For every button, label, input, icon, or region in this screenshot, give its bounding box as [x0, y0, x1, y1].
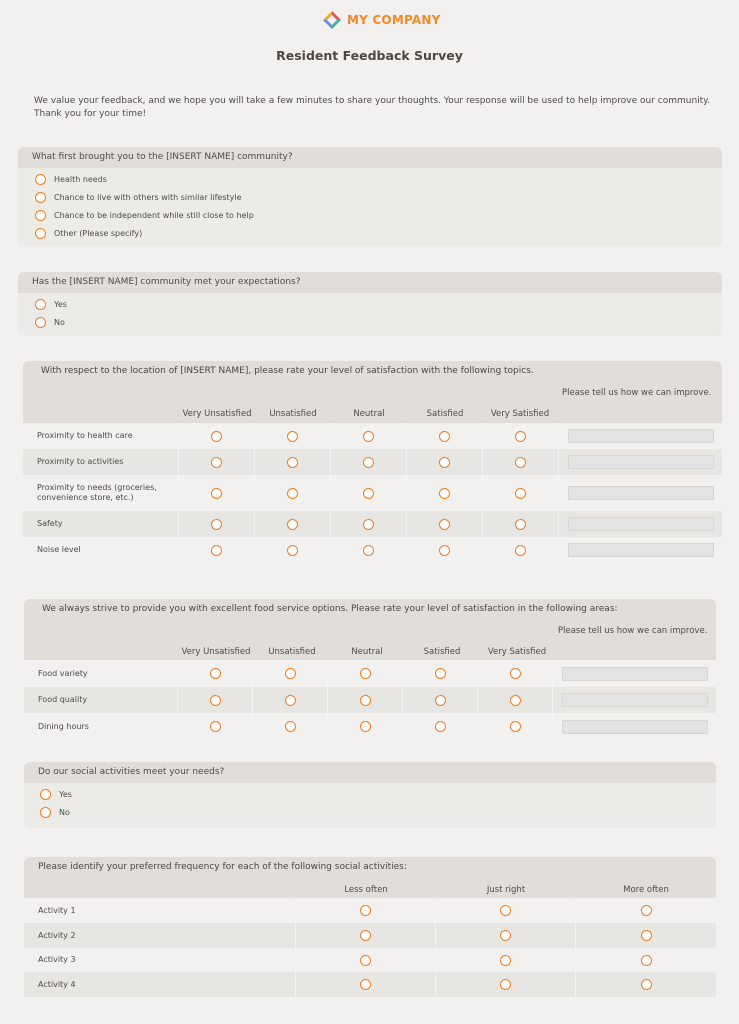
- col-satisfied: Satisfied: [426, 409, 464, 419]
- radio-button[interactable]: [500, 930, 511, 941]
- radio-button[interactable]: [287, 457, 298, 468]
- col-neutral: Neutral: [353, 409, 385, 419]
- q2-option-no[interactable]: No: [35, 317, 65, 328]
- radio-button[interactable]: [363, 519, 374, 530]
- radio-button[interactable]: [363, 457, 374, 468]
- radio-button[interactable]: [210, 695, 221, 706]
- intro-text: We value your feedback, and we hope you will take a few minutes to share your thoughts. Your response will be used to help improve our community. Thank you for your time!: [34, 96, 711, 119]
- radio-button[interactable]: [363, 545, 374, 556]
- radio-button[interactable]: [360, 668, 371, 679]
- table-row: [23, 537, 722, 563]
- radio-button[interactable]: [510, 721, 521, 732]
- question-5-title: Do our social activities meet your needs?: [24, 762, 716, 783]
- radio-button[interactable]: [641, 905, 652, 916]
- row-label: Food variety: [24, 660, 178, 687]
- question-4-card: [24, 599, 716, 741]
- row-label: Activity 1: [24, 898, 296, 923]
- radio-button[interactable]: [439, 457, 450, 468]
- radio-button[interactable]: [211, 457, 222, 468]
- radio-button[interactable]: [210, 721, 221, 732]
- col-unsatisfied: Unsatisfied: [269, 409, 317, 419]
- radio-button[interactable]: [435, 721, 446, 732]
- table-row: [23, 423, 722, 449]
- question-1-card: [18, 147, 722, 247]
- row-label: Safety: [23, 511, 179, 537]
- col-very-unsatisfied: Very Unsatisfied: [181, 647, 251, 657]
- q1-option-1[interactable]: Health needs: [35, 174, 107, 185]
- improve-text-input[interactable]: [568, 486, 714, 500]
- radio-button[interactable]: [641, 979, 652, 990]
- improve-text-input[interactable]: [568, 429, 714, 443]
- radio-button[interactable]: [510, 695, 521, 706]
- col-very-satisfied: Very Satisfied: [487, 647, 547, 657]
- radio-button[interactable]: [515, 519, 526, 530]
- q5-option-yes[interactable]: Yes: [40, 789, 72, 800]
- row-label: Proximity to needs (groceries, convenience store, etc.): [23, 475, 179, 511]
- improve-text-input[interactable]: [568, 543, 714, 557]
- col-unsatisfied: Unsatisfied: [268, 647, 316, 657]
- radio-button[interactable]: [35, 210, 46, 221]
- row-label: Proximity to activities: [23, 449, 179, 475]
- radio-button[interactable]: [287, 519, 298, 530]
- question-3-card: [23, 361, 722, 561]
- radio-button[interactable]: [439, 431, 450, 442]
- radio-button[interactable]: [35, 192, 46, 203]
- radio-button[interactable]: [211, 519, 222, 530]
- radio-button[interactable]: [500, 979, 511, 990]
- radio-button[interactable]: [439, 488, 450, 499]
- radio-button[interactable]: [40, 807, 51, 818]
- col-just-right: Just right: [486, 885, 526, 895]
- question-6-card: [24, 857, 716, 999]
- q2-option-yes[interactable]: Yes: [35, 299, 67, 310]
- radio-button[interactable]: [287, 431, 298, 442]
- diamond-logo-icon: [322, 10, 342, 30]
- table-row: [24, 687, 716, 713]
- radio-button[interactable]: [285, 721, 296, 732]
- radio-button[interactable]: [439, 519, 450, 530]
- radio-button[interactable]: [360, 905, 371, 916]
- question-6-title: Please identify your preferred frequency for each of the following social activities:: [38, 862, 407, 872]
- page-title: Resident Feedback Survey: [276, 48, 463, 63]
- table-row: [23, 475, 722, 511]
- col-very-satisfied: Very Satisfied: [490, 409, 550, 419]
- question-1-title: What first brought you to the [INSERT NAME] community?: [18, 147, 722, 168]
- question-2-title: Has the [INSERT NAME] community met your expectations?: [18, 272, 722, 293]
- radio-button[interactable]: [360, 979, 371, 990]
- radio-button[interactable]: [515, 457, 526, 468]
- radio-button[interactable]: [211, 431, 222, 442]
- radio-button[interactable]: [439, 545, 450, 556]
- col-more-often: More often: [623, 885, 669, 895]
- improve-label: Please tell us how we can improve.: [562, 388, 712, 398]
- radio-button[interactable]: [360, 930, 371, 941]
- table-row: [24, 923, 716, 948]
- table-row: [23, 511, 722, 537]
- radio-button[interactable]: [515, 431, 526, 442]
- q1-option-3[interactable]: Chance to be independent while still close to help: [35, 210, 254, 221]
- radio-button[interactable]: [35, 317, 46, 328]
- radio-button[interactable]: [515, 488, 526, 499]
- table-row: [24, 713, 716, 740]
- radio-button[interactable]: [641, 955, 652, 966]
- col-less-often: Less often: [344, 885, 388, 895]
- table-row: [23, 449, 722, 475]
- radio-button[interactable]: [210, 668, 221, 679]
- radio-button[interactable]: [287, 488, 298, 499]
- radio-button[interactable]: [435, 695, 446, 706]
- question-4-title: We always strive to provide you with excellent food service options. Please rate your level of satisfaction in the following areas:: [42, 604, 618, 614]
- row-label: Activity 2: [24, 923, 296, 948]
- radio-button[interactable]: [363, 488, 374, 499]
- q1-option-2[interactable]: Chance to live with others with similar lifestyle: [35, 192, 242, 203]
- improve-text-input[interactable]: [562, 667, 708, 681]
- improve-text-input[interactable]: [568, 517, 714, 531]
- radio-button[interactable]: [515, 545, 526, 556]
- radio-button[interactable]: [363, 431, 374, 442]
- radio-button[interactable]: [500, 955, 511, 966]
- question-5-card: [24, 762, 716, 828]
- table-row: [24, 948, 716, 972]
- row-label: Dining hours: [24, 713, 178, 740]
- radio-button[interactable]: [285, 668, 296, 679]
- col-very-unsatisfied: Very Unsatisfied: [182, 409, 252, 419]
- q1-option-4[interactable]: Other (Please specify): [35, 228, 142, 239]
- improve-text-input[interactable]: [562, 693, 708, 707]
- row-label: Activity 4: [24, 972, 296, 997]
- row-label: Noise level: [23, 537, 179, 563]
- radio-button[interactable]: [360, 695, 371, 706]
- col-satisfied: Satisfied: [423, 647, 461, 657]
- radio-button[interactable]: [500, 905, 511, 916]
- radio-button[interactable]: [40, 789, 51, 800]
- radio-button[interactable]: [35, 299, 46, 310]
- row-label: Food quality: [24, 687, 178, 713]
- improve-text-input[interactable]: [562, 720, 708, 734]
- company-name: MY COMPANY: [347, 13, 441, 27]
- question-3-title: With respect to the location of [INSERT NAME], please rate your level of satisfaction with the following topics.: [41, 366, 534, 376]
- radio-button[interactable]: [285, 695, 296, 706]
- improve-text-input[interactable]: [568, 455, 714, 469]
- company-logo: [322, 10, 440, 30]
- radio-button[interactable]: [287, 545, 298, 556]
- table-row: [24, 898, 716, 923]
- table-row: [24, 660, 716, 687]
- col-neutral: Neutral: [351, 647, 383, 657]
- radio-button[interactable]: [211, 545, 222, 556]
- radio-button[interactable]: [211, 488, 222, 499]
- table-row: [24, 972, 716, 997]
- radio-button[interactable]: [435, 668, 446, 679]
- radio-button[interactable]: [35, 174, 46, 185]
- question-2-card: [18, 272, 722, 336]
- q5-option-no[interactable]: No: [40, 807, 70, 818]
- radio-button[interactable]: [35, 228, 46, 239]
- improve-label: Please tell us how we can improve.: [558, 626, 708, 636]
- radio-button[interactable]: [360, 721, 371, 732]
- row-label: Proximity to health care: [23, 423, 179, 449]
- radio-button[interactable]: [510, 668, 521, 679]
- row-label: Activity 3: [24, 948, 296, 972]
- radio-button[interactable]: [360, 955, 371, 966]
- radio-button[interactable]: [641, 930, 652, 941]
